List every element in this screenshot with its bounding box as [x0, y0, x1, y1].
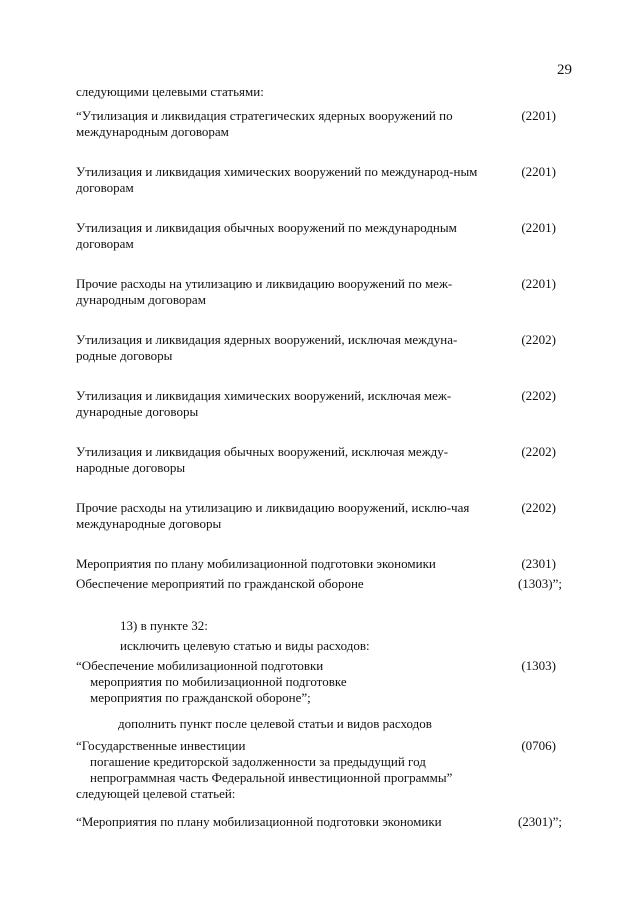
excluded-line1: “Обеспечение мобилизационной подготовки [76, 658, 324, 673]
entry-text: Утилизация и ликвидация химических вооружений, исключая меж-дународные договоры [76, 388, 452, 419]
investment-block [76, 738, 556, 802]
excluded-line2: мероприятия по мобилизационной подготовке [90, 674, 347, 689]
investment-line3: непрограммная часть Федеральной инвестиционной программы” [90, 770, 453, 785]
entry-code: (2201) [521, 276, 556, 291]
entry-text: Утилизация и ликвидация обычных вооружений по международным договорам [76, 220, 457, 251]
investment-line1: “Государственные инвестиции [76, 738, 246, 753]
entry-code: (2202) [521, 388, 556, 403]
excluded-block [76, 658, 556, 706]
entry-code: (2202) [521, 500, 556, 515]
final-entry [76, 814, 562, 830]
entry-civil-defense [76, 576, 562, 592]
entry-other-nonintl [76, 500, 556, 532]
item13-add-text: дополнить пункт после целевой статьи и видов расходов [118, 716, 432, 731]
intro-text: следующими целевыми статьями: [76, 84, 264, 99]
excluded-line3: мероприятия по гражданской обороне”; [90, 690, 311, 705]
entry-code: (2202) [521, 444, 556, 459]
entry-code: (1303)”; [517, 576, 562, 591]
entry-text: Утилизация и ликвидация ядерных вооружений, исключая междуна-родные договоры [76, 332, 458, 363]
investment-code: (0706) [521, 738, 556, 753]
entry-code: (2201) [521, 220, 556, 235]
entry-strategic-nuclear [76, 108, 556, 140]
entry-code: (2301) [521, 556, 556, 571]
entry-text: Утилизация и ликвидация химических вооружений по международ-ным договорам [76, 164, 478, 195]
entry-code: (2202) [521, 332, 556, 347]
entry-conventional-nonintl [76, 444, 556, 476]
item13-heading: 13) в пункте 32: [120, 618, 208, 633]
entry-mobilization [76, 556, 556, 572]
entry-chemical-intl [76, 164, 556, 196]
entry-text: Утилизация и ликвидация обычных вооружений, исключая между-народные договоры [76, 444, 449, 475]
investment-line2: погашение кредиторской задолженности за предыдущий год [90, 754, 426, 769]
investment-following: следующей целевой статьей: [76, 786, 236, 801]
excluded-code: (1303) [521, 658, 556, 673]
entry-text: Мероприятия по плану мобилизационной подготовки экономики [76, 556, 436, 571]
entry-text: Прочие расходы на утилизацию и ликвидацию вооружений, исклю-чая международные договоры [76, 500, 470, 531]
entry-code: (2201) [521, 108, 556, 123]
entry-text: Обеспечение мероприятий по гражданской обороне [76, 576, 364, 591]
entry-other-intl [76, 276, 556, 308]
entry-text: Прочие расходы на утилизацию и ликвидацию вооружений по меж-дународным договорам [76, 276, 453, 307]
entry-text: “Утилизация и ликвидация стратегических ядерных вооружений по международным договорам [76, 108, 453, 139]
entry-chemical-nonintl [76, 388, 556, 420]
entry-conventional-intl [76, 220, 556, 252]
item13-exclude-text: исключить целевую статью и виды расходов: [120, 638, 370, 653]
entry-nuclear-nonintl [76, 332, 556, 364]
final-entry-text: “Мероприятия по плану мобилизационной подготовки экономики [76, 814, 442, 829]
entry-code: (2201) [521, 164, 556, 179]
final-entry-code: (2301)”; [517, 814, 562, 829]
page-number: 29 [557, 62, 572, 78]
